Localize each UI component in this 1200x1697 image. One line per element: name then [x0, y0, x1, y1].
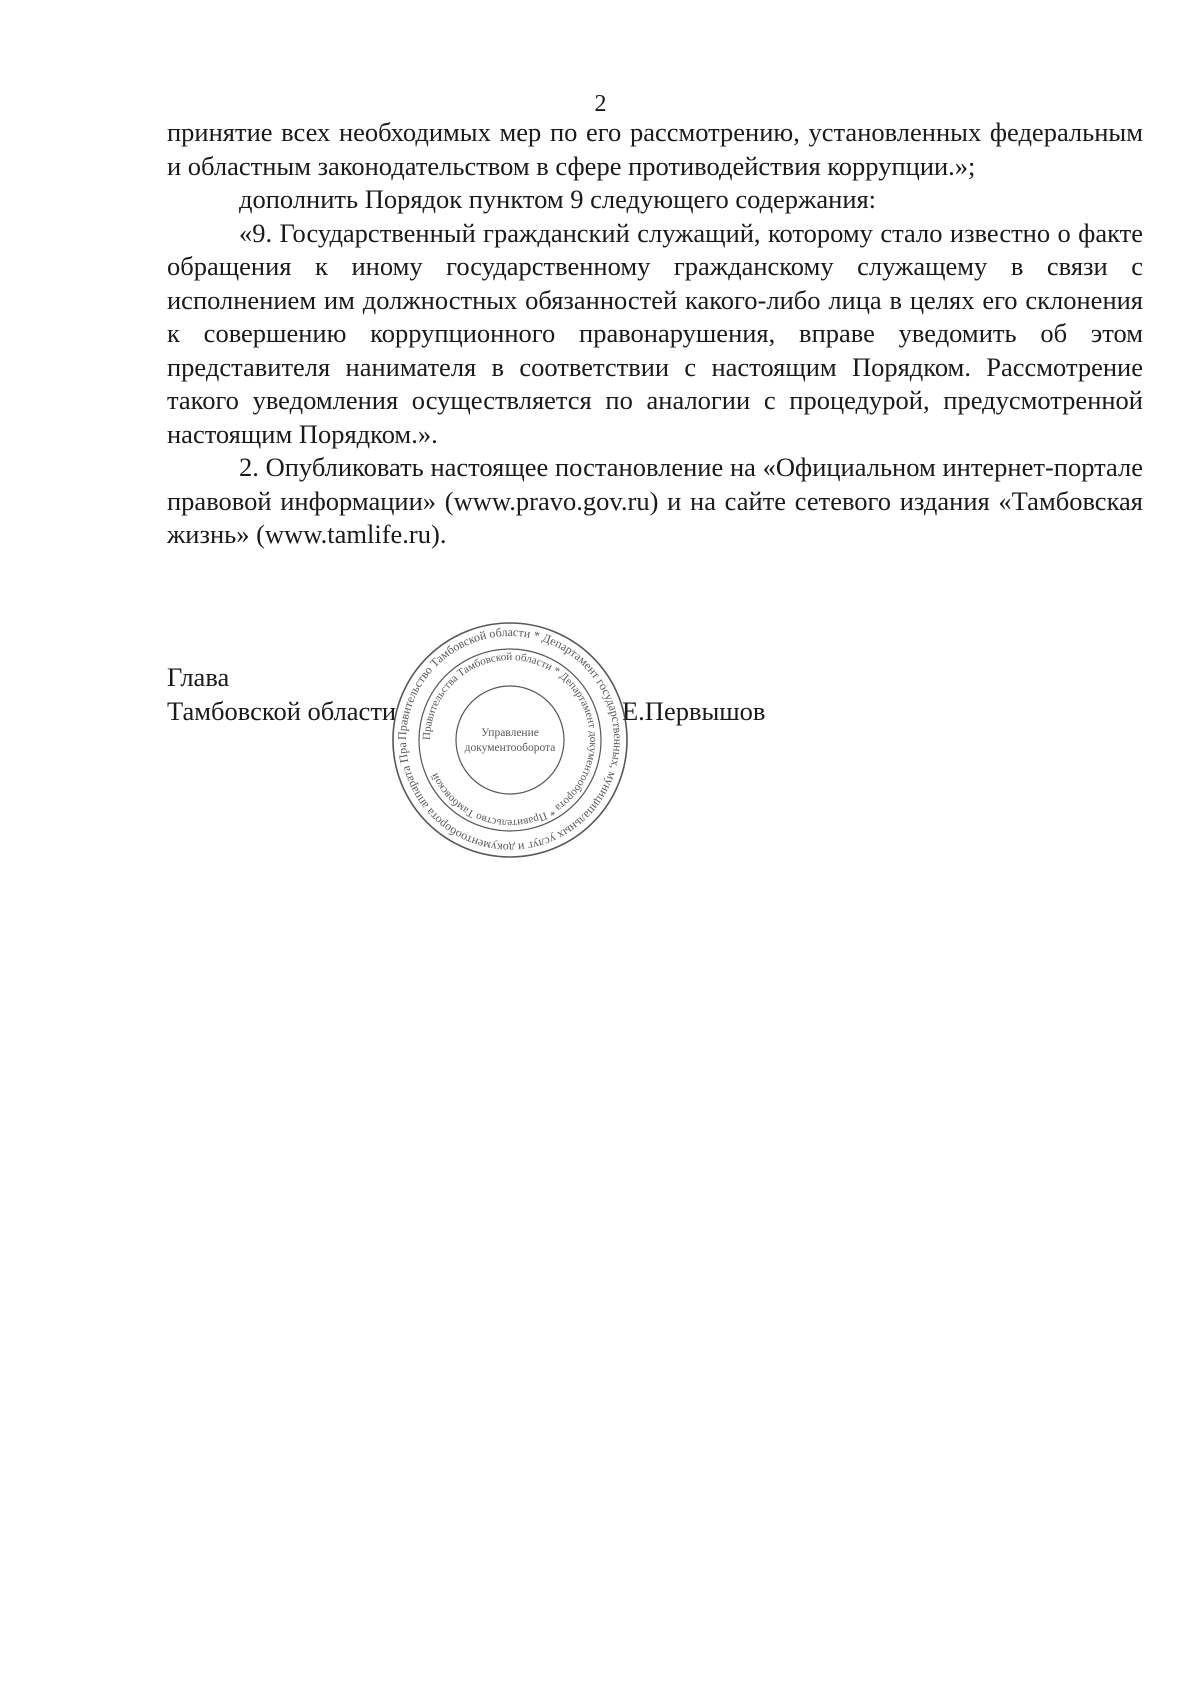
stamp-center-line1: Управление — [481, 727, 539, 739]
stamp-outer-text: Правительство Тамбовской области * Департамент государственных, муниципальных услуг и документооборота аппарата Пра — [394, 624, 626, 856]
stamp-graphic — [390, 620, 630, 860]
official-stamp — [390, 620, 630, 860]
paragraph-continuation: принятие всех необходимых мер по его рассмотрению, установленных федеральным и областным законодательством в сфере противодействия коррупции.»; — [167, 117, 1143, 181]
paragraph-item-9: «9. Государственный гражданский служащий, которому стало известно о факте обращения к иному государственному гражданскому служащему в связи с исполнением им должностных обязанностей какого-либо лица в целях его склонения к совершению коррупционного правонарушения, вправе уведомить об этом представителя нанимателя в соответствии с настоящим Порядком. Рассмотрение такого уведомления осуществляется по аналогии с процедурой, предусмотренной настоящим Порядком.». — [167, 217, 1143, 449]
page-number: 2 — [594, 91, 607, 117]
paragraph-publish: 2. Опубликовать настоящее постановление на «Официальном интернет-портале правовой информации» (www.pravo.gov.ru) и на сайте сетевого издания «Тамбовская жизнь» (www.tamlife.ru). — [167, 452, 1143, 549]
stamp-inner-circle — [456, 686, 564, 794]
document-body — [167, 116, 1143, 552]
signature-title-line1: Глава — [167, 662, 230, 692]
signature-name: Е.Первышов — [622, 696, 766, 726]
paragraph-amendment-intro: дополнить Порядок пунктом 9 следующего содержания: — [239, 184, 877, 214]
stamp-center-line2: документооборота — [464, 742, 556, 754]
stamp-inner-text: Правительства Тамбовской области * Департамент документооборота * Правительство Тамбовской — [420, 650, 600, 830]
signature-title-line2: Тамбовской области — [167, 696, 397, 726]
signature-title — [167, 660, 396, 728]
stamp-middle-circle — [419, 649, 601, 831]
